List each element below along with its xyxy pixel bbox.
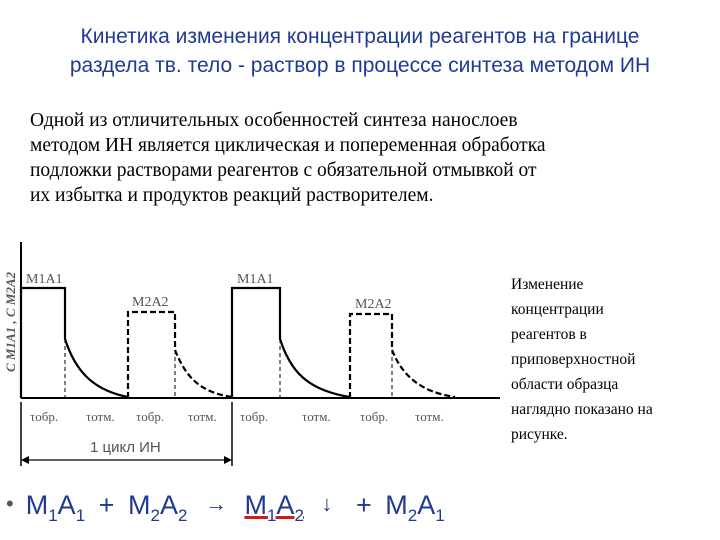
slide-title [0, 22, 720, 80]
tau-label: τотм. [188, 409, 217, 424]
kinetics-diagram [0, 230, 500, 470]
pulse-m2a2-2 [350, 297, 455, 398]
pulse-1-label: M1A1 [26, 272, 63, 287]
tau-label: τотм. [415, 409, 444, 424]
intro-line-2: методом ИН является циклическая и попеременная обработка [30, 135, 546, 156]
reaction-equation [6, 490, 445, 526]
pulse-2-label: M2A2 [132, 295, 169, 310]
side-note-line-7: рисунке. [511, 426, 568, 443]
intro-line-1: Одной из отличительных особенностей синтеза нанослоев [30, 110, 518, 131]
side-note-line-6: наглядно показано на [511, 401, 653, 418]
intro-line-3: подложки растворами реагентов с обязательной отмывкой от [30, 160, 537, 181]
plus-sign: + [98, 490, 115, 520]
reactant-2: $M_2A_2$ [127, 490, 188, 525]
pulse-m1a1-2 [232, 272, 350, 398]
title-line-1: Кинетика изменения концентрации реагентов на границе [80, 25, 640, 48]
side-note-line-4: приповерхностной [511, 351, 636, 368]
product-2: $M_2A_1$ [385, 490, 445, 525]
tau-label: τобр. [30, 409, 59, 424]
tau-label: τобр. [360, 409, 389, 424]
cycle-label: 1 цикл ИН [90, 439, 161, 456]
pulse-4-label: M2A2 [355, 297, 392, 312]
right-arrow-icon: → [204, 491, 227, 516]
intro-line-4: их избытка и продуктов реакций растворителем. [30, 185, 434, 206]
plus-sign: + [355, 490, 372, 520]
pulse-m2a2-1 [128, 295, 232, 398]
intro-paragraph [30, 108, 680, 208]
title-line-2: раздела тв. тело - раствор в процессе синтеза методом ИН [69, 54, 651, 77]
product-precipitate: $M_1A_2$ [244, 490, 304, 525]
side-note-line-3: реагентов в [511, 326, 587, 343]
bullet-icon: • [6, 491, 14, 516]
down-arrow-icon: ↓ [321, 491, 333, 516]
tau-label: τобр. [240, 409, 269, 424]
side-note-line-5: области образца [511, 376, 619, 393]
reactant-1: $M_1A_1$ [25, 490, 86, 525]
pulse-3-label: M1A1 [237, 272, 274, 287]
side-note-line-2: концентрации [511, 301, 604, 318]
tau-label: τотм. [86, 409, 115, 424]
side-note-line-1: Изменение [511, 276, 584, 293]
tau-label: τобр. [136, 409, 165, 424]
tau-label: τотм. [302, 409, 331, 424]
side-note [511, 272, 711, 447]
pulse-m1a1-1 [21, 272, 128, 398]
y-axis-label: C M1A1 , C M2A2 [3, 271, 18, 372]
